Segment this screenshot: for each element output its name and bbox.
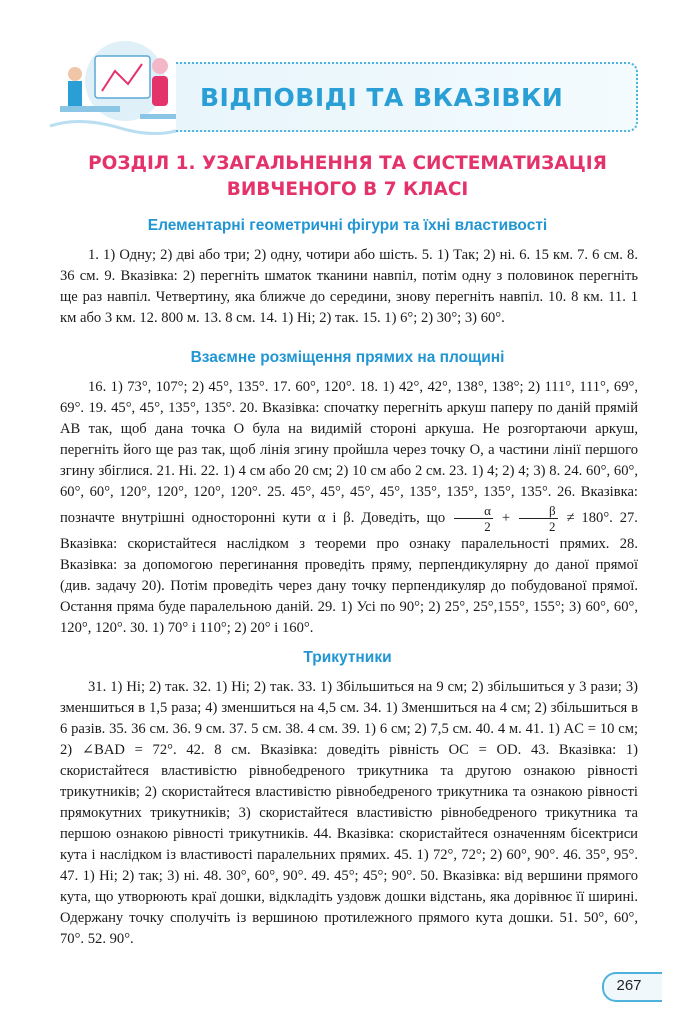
- answers-paragraph-2: [60, 377, 638, 639]
- page-number: 267: [616, 977, 642, 994]
- answers-text-2a: 16. 1) 73°, 107°; 2) 45°, 135°. 17. 60°, 120°. 18. 1) 42°, 42°, 138°, 138°; 2) 111°, 111°, 69°, 69°. 19. 45°, 45°, 135°, 135°. 20. Вказівка: спочатку перегніть аркуш паперу по даній прямій AB так, щоб дана точка O була на видимій стороні аркуша. Не розгортаючи аркуш, перегніть його ще раз так, щоб лінія згину пройшла через точку O, а частини лінії першого згину збіглися. 21. Ні. 22. 1) 4 см або 20 см; 2) 10 см або 2 см. 23. 1) 4; 2) 4; 3) 8. 24. 60°, 60°, 60°, 60°, 120°, 120°, 120°, 120°. 25. 45°, 45°, 45°, 45°, 135°, 135°, 135°, 135°. 26. Вказівка: позначте внутрішні односторонні кути α і β. Доведіть, що: [60, 379, 638, 526]
- answers-paragraph-1: [60, 245, 638, 329]
- answers-text-1: 1. 1) Одну; 2) дві або три; 2) одну, чотири або шість. 5. 1) Так; 2) ні. 6. 15 км. 7. 6 см. 8. 36 см. 9. Вказівка: 2) перегніть шматок тканини навпіл, потім одну з половинок перегніть ще раз навпіл. Четвертину, яка ближче до середини, знову перегніть навпіл. 10. 8 км. 11. 1 км або 3 км. 12. 800 м. 13. 8 см. 14. 1) Ні; 2) так. 15. 1) 6°; 2) 30°; 3) 60°.: [60, 247, 638, 326]
- fraction-alpha: $\frac{\alpha}{2}$: [454, 503, 493, 534]
- subheading-triangles: Трикутники: [303, 649, 392, 666]
- section-title-line-2: ВИВЧЕНОГО В 7 КЛАСІ: [226, 179, 469, 200]
- answers-text-2b: ≠ 180°. 27. Вказівка: скористайтеся наслідком з теореми про ознаку паралельності прямих. 28. Вказівка: за допомогою перегинання проведіть пряму, перпендикулярну до даної прямої (див. задачу 20). Потім проведіть через дану точку перпендикуляр до побудованої прямої. Остання пряма буде паралельною даній. 29. 1) Усі по 90°; 2) 25°, 25°,155°, 155°; 3) 60°, 60°, 120°, 120°. 30. 1) 70° і 110°; 2) 20° і 160°.: [60, 509, 638, 636]
- fraction-beta: $\frac{\beta}{2}$: [519, 503, 558, 534]
- subheading-elementary-figures: Елементарні геометричні фігури та їхні властивості: [147, 217, 548, 234]
- plus-sign: +: [501, 509, 511, 526]
- answers-text-3: 31. 1) Ні; 2) так. 32. 1) Ні; 2) так. 33. 1) Збільшиться на 9 см; 2) збільшиться у 3 рази; 3) зменшиться в 1,5 раза; 4) зменшиться на 4,5 см. 34. 1) Зменшиться на 4 см; 2) збільшиться в 6 разів. 35. 36 см. 36. 9 см. 37. 5 см. 38. 4 см. 39. 1) 6 см; 2) 7,5 см. 40. 4 м. 41. 1) AC = 10 см; 2) ∠BAD = 72°. 42. 8 см. Вказівка: доведіть рівність OC = OD. 43. Вказівка: 1) скористайтеся властивістю рівнобедреного трикутника та другою ознакою рівності трикутників; 2) скористайтеся властивістю рівнобедреного трикутника та ознакою рівності прямокутних трикутників; 3) скористайтеся властивістю рівнобедреного трикутника та першою ознакою рівності трикутників. 44. Вказівка: скористайтеся означенням бісектриси кута і наслідком із властивості паралельних прямих. 45. 1) 72°, 72°; 2) 60°, 90°. 46. 35°, 95°. 47. 1) Ні; 2) так; 3) ні. 48. 30°, 60°, 90°. 49. 45°; 45°; 90°. 50. Вказівка: від вершини прямого кута, що утворюють краї дошки, відкладіть уздовж дошки відстань, яка дорівнює її ширині. Одержану точку сполучіть із вершиною протилежного прямого кута дошки. 51. 50°, 60°, 70°. 52. 90°.: [60, 679, 638, 947]
- subheading-lines-position: Взаємне розміщення прямих на площині: [190, 349, 505, 366]
- page-title: ВІДПОВІДІ ТА ВКАЗІВКИ: [200, 83, 564, 112]
- answers-paragraph-3: [60, 677, 638, 950]
- section-title-line-1: РОЗДІЛ 1. УЗАГАЛЬНЕННЯ ТА СИСТЕМАТИЗАЦІЯ: [88, 153, 607, 174]
